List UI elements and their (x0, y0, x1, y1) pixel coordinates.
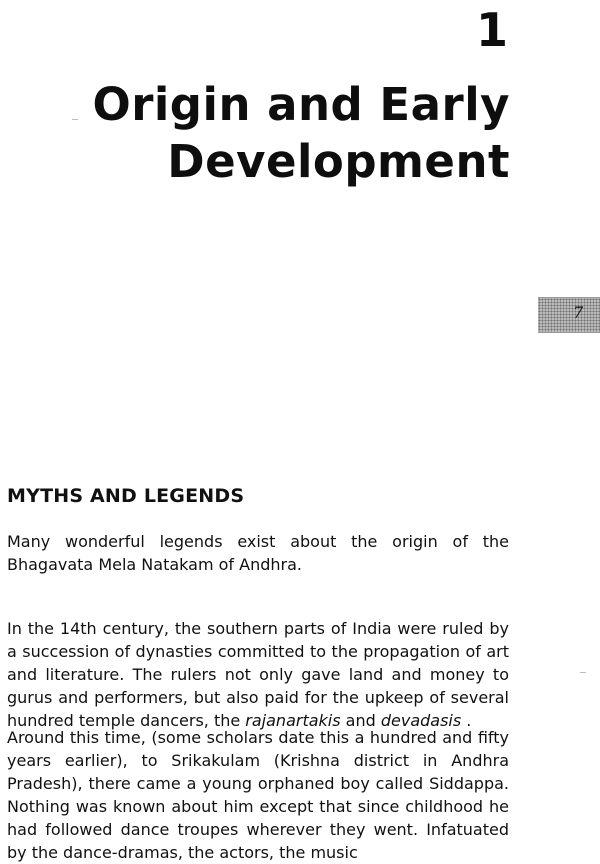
paragraph-2-conjunction: and (340, 711, 381, 730)
scan-mark (580, 672, 586, 673)
paragraph-1: Many wonderful legends exist about the origin of the Bhagavata Mela Natakam of Andhra. (7, 532, 509, 574)
paragraph-2-end: . (461, 711, 472, 730)
chapter-title: Origin and Early Development (92, 78, 510, 188)
page-number: 7 (573, 303, 584, 322)
term-rajanartakis: rajanartakis (245, 711, 341, 730)
paragraph-3: Around this time, (some scholars date this a hundred and fifty years earlier), to Srikakulam (Krishna district in Andhra Pradesh), there came a young orphaned boy called Siddappa. Nothing was known about him except that since childhood he had followed dance troupes wherever they went. Infatuated by the dance-dramas, the actors, the music (7, 728, 509, 862)
section-heading: MYTHS AND LEGENDS (7, 485, 245, 507)
page-number-tab (538, 297, 600, 333)
chapter-number: 1 (475, 3, 508, 57)
paragraph-2 (7, 617, 509, 732)
paragraph-2-text: In the 14th century, the southern parts of India were ruled by a succession of dynasties committed to the propagation of art and literature. The rulers not only gave land and money to gurus and performers, but also paid for the upkeep of several hundred temple dancers, the (7, 619, 509, 730)
term-devadasis: devadasis (380, 711, 462, 730)
scan-mark (72, 119, 78, 120)
